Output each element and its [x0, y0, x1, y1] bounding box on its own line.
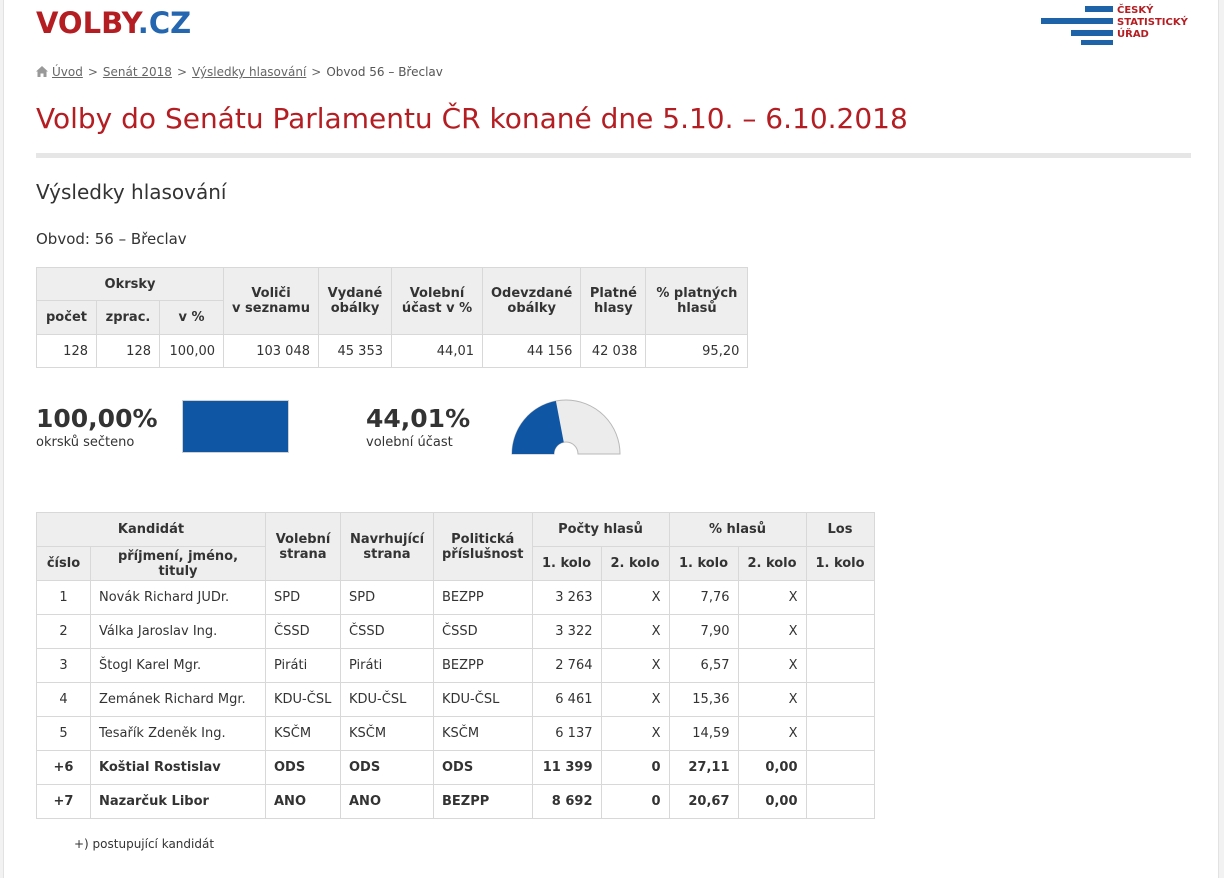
cell-los	[806, 717, 874, 751]
cell-cislo: +6	[37, 751, 91, 785]
cell-ucast: 44,01	[392, 335, 483, 368]
breadcrumb-separator: >	[176, 65, 187, 79]
cell-politicka: BEZPP	[434, 649, 533, 683]
cell-pct-kolo2: 0,00	[738, 751, 806, 785]
cell-hlasy-kolo2: X	[601, 581, 669, 615]
cell-jmeno: Tesařík Zdeněk Ing.	[91, 717, 266, 751]
cell-navrhujici-strana: KDU-ČSL	[341, 683, 434, 717]
cell-pct-kolo2: X	[738, 581, 806, 615]
cell-platne: 42 038	[581, 335, 646, 368]
cell-pct-kolo1: 15,36	[669, 683, 738, 717]
cell-pct-kolo2: X	[738, 717, 806, 751]
district-label: Obvod: 56 – Břeclav	[36, 230, 187, 248]
cell-cislo: 4	[37, 683, 91, 717]
candidate-row	[37, 683, 875, 717]
cell-odevzdane: 44 156	[483, 335, 581, 368]
cell-volebni-strana: KDU-ČSL	[266, 683, 341, 717]
cell-hlasy-kolo1: 6 461	[532, 683, 601, 717]
col-header-pct-kolo2: 2. kolo	[738, 547, 806, 581]
col-header-pocty-hlasu: Počty hlasů	[532, 513, 669, 547]
turnout-label: volební účast	[366, 435, 453, 450]
cell-hlasy-kolo1: 3 322	[532, 615, 601, 649]
candidate-row	[37, 785, 875, 819]
cell-volebni-strana: ODS	[266, 751, 341, 785]
volby-logo-domain: .CZ	[137, 6, 192, 40]
csu-logo-mark-icon	[1041, 5, 1113, 45]
col-header-pct-kolo1: 1. kolo	[669, 547, 738, 581]
page-title: Volby do Senátu Parlamentu ČR konané dne 5.10. – 6.10.2018	[36, 102, 908, 135]
cell-v-pct: 100,00	[160, 335, 224, 368]
cell-volici: 103 048	[224, 335, 319, 368]
cell-los	[806, 751, 874, 785]
candidates-table	[36, 512, 875, 819]
title-divider	[36, 153, 1191, 158]
candidate-row	[37, 751, 875, 785]
col-header-volici: Voliči v seznamu	[224, 268, 319, 335]
cell-politicka: ČSSD	[434, 615, 533, 649]
cell-vydane: 45 353	[319, 335, 392, 368]
col-header-zprac: zprac.	[97, 301, 160, 335]
counted-value: 100,00%	[36, 404, 158, 433]
cell-volebni-strana: ČSSD	[266, 615, 341, 649]
breadcrumb-senat-link[interactable]: Senát 2018	[102, 65, 172, 79]
cell-los	[806, 615, 874, 649]
breadcrumb-separator: >	[87, 65, 98, 79]
cell-pct-kolo1: 20,67	[669, 785, 738, 819]
cell-cislo: 1	[37, 581, 91, 615]
cell-navrhujici-strana: Piráti	[341, 649, 434, 683]
cell-hlasy-kolo1: 8 692	[532, 785, 601, 819]
cell-politicka: ODS	[434, 751, 533, 785]
cell-pct-kolo1: 6,57	[669, 649, 738, 683]
cell-hlasy-kolo2: 0	[601, 751, 669, 785]
cell-los	[806, 581, 874, 615]
counted-progress-bar	[182, 400, 289, 453]
cell-politicka: BEZPP	[434, 785, 533, 819]
cell-jmeno: Zemánek Richard Mgr.	[91, 683, 266, 717]
col-header-odevzdane: Odevzdané obálky	[483, 268, 581, 335]
col-header-v-pct: v %	[160, 301, 224, 335]
cell-politicka: BEZPP	[434, 581, 533, 615]
cell-navrhujici-strana: ANO	[341, 785, 434, 819]
breadcrumb-home-link[interactable]: Úvod	[52, 65, 83, 79]
cell-pct-kolo1: 7,76	[669, 581, 738, 615]
cell-jmeno: Nazarčuk Libor	[91, 785, 266, 819]
breadcrumb-results-link[interactable]: Výsledky hlasování	[192, 65, 307, 79]
col-header-pct-hlasu: % hlasů	[669, 513, 806, 547]
candidate-row	[37, 649, 875, 683]
volby-logo-text: VOLBY	[36, 6, 138, 40]
cell-hlasy-kolo2: X	[601, 717, 669, 751]
cell-hlasy-kolo1: 11 399	[532, 751, 601, 785]
turnout-value: 44,01%	[366, 404, 471, 433]
cell-los	[806, 785, 874, 819]
col-header-pocet: počet	[37, 301, 97, 335]
cell-cislo: 3	[37, 649, 91, 683]
candidate-row	[37, 615, 875, 649]
cell-hlasy-kolo2: X	[601, 649, 669, 683]
footnote: +) postupující kandidát	[74, 837, 215, 851]
col-header-los: Los	[806, 513, 874, 547]
turnout-gauge	[510, 397, 622, 455]
col-header-volebni-strana: Volební strana	[266, 513, 341, 581]
col-header-hlasy-kolo2: 2. kolo	[601, 547, 669, 581]
col-header-los-kolo1: 1. kolo	[806, 547, 874, 581]
col-header-vydane: Vydané obálky	[319, 268, 392, 335]
col-header-navrhujici-strana: Navrhující strana	[341, 513, 434, 581]
cell-volebni-strana: SPD	[266, 581, 341, 615]
cell-hlasy-kolo2: 0	[601, 785, 669, 819]
cell-hlasy-kolo1: 6 137	[532, 717, 601, 751]
cell-hlasy-kolo2: X	[601, 615, 669, 649]
section-title: Výsledky hlasování	[36, 180, 227, 204]
cell-volebni-strana: ANO	[266, 785, 341, 819]
cell-cislo: +7	[37, 785, 91, 819]
summary-table	[36, 267, 748, 368]
col-header-politicka: Politická příslušnost	[434, 513, 533, 581]
cell-volebni-strana: Piráti	[266, 649, 341, 683]
counted-label: okrsků sečteno	[36, 435, 135, 450]
cell-pct-kolo1: 7,90	[669, 615, 738, 649]
cell-hlasy-kolo1: 2 764	[532, 649, 601, 683]
cell-pct-kolo2: X	[738, 615, 806, 649]
candidate-row	[37, 581, 875, 615]
cell-politicka: KSČM	[434, 717, 533, 751]
cell-pct-platnych: 95,20	[646, 335, 748, 368]
cell-navrhujici-strana: SPD	[341, 581, 434, 615]
cell-zprac: 128	[97, 335, 160, 368]
cell-hlasy-kolo2: X	[601, 683, 669, 717]
col-header-pct-platnych: % platných hlasů	[646, 268, 748, 335]
turnout-gauge-fill	[512, 401, 564, 454]
col-header-cislo: číslo	[37, 547, 91, 581]
candidate-row	[37, 717, 875, 751]
cell-hlasy-kolo1: 3 263	[532, 581, 601, 615]
cell-cislo: 5	[37, 717, 91, 751]
breadcrumb	[36, 65, 443, 79]
cell-navrhujici-strana: ODS	[341, 751, 434, 785]
cell-navrhujici-strana: ČSSD	[341, 615, 434, 649]
cell-cislo: 2	[37, 615, 91, 649]
counted-progress-fill	[183, 401, 288, 452]
col-header-kandidat: Kandidát	[37, 513, 266, 547]
cell-jmeno: Novák Richard JUDr.	[91, 581, 266, 615]
cell-los	[806, 649, 874, 683]
cell-navrhujici-strana: KSČM	[341, 717, 434, 751]
cell-pct-kolo2: 0,00	[738, 785, 806, 819]
csu-logo[interactable]	[1041, 5, 1201, 45]
csu-logo-text: ČESKÝ STATISTICKÝ ÚŘAD	[1117, 5, 1188, 40]
col-header-jmeno: příjmení, jméno, tituly	[91, 547, 266, 581]
col-header-okrsky: Okrsky	[37, 268, 224, 301]
home-icon	[36, 66, 48, 77]
cell-los	[806, 683, 874, 717]
cell-pct-kolo1: 27,11	[669, 751, 738, 785]
volby-logo[interactable]	[36, 6, 191, 40]
cell-jmeno: Koštial Rostislav	[91, 751, 266, 785]
breadcrumb-current: Obvod 56 – Břeclav	[326, 65, 443, 79]
cell-jmeno: Válka Jaroslav Ing.	[91, 615, 266, 649]
col-header-ucast: Volební účast v %	[392, 268, 483, 335]
cell-pct-kolo1: 14,59	[669, 717, 738, 751]
cell-pocet: 128	[37, 335, 97, 368]
cell-politicka: KDU-ČSL	[434, 683, 533, 717]
page-frame-left	[0, 0, 4, 878]
cell-jmeno: Štogl Karel Mgr.	[91, 649, 266, 683]
col-header-platne: Platné hlasy	[581, 268, 646, 335]
col-header-hlasy-kolo1: 1. kolo	[532, 547, 601, 581]
cell-volebni-strana: KSČM	[266, 717, 341, 751]
cell-pct-kolo2: X	[738, 683, 806, 717]
page-frame-right	[1218, 0, 1224, 878]
cell-pct-kolo2: X	[738, 649, 806, 683]
summary-row	[37, 335, 748, 368]
breadcrumb-separator: >	[311, 65, 322, 79]
